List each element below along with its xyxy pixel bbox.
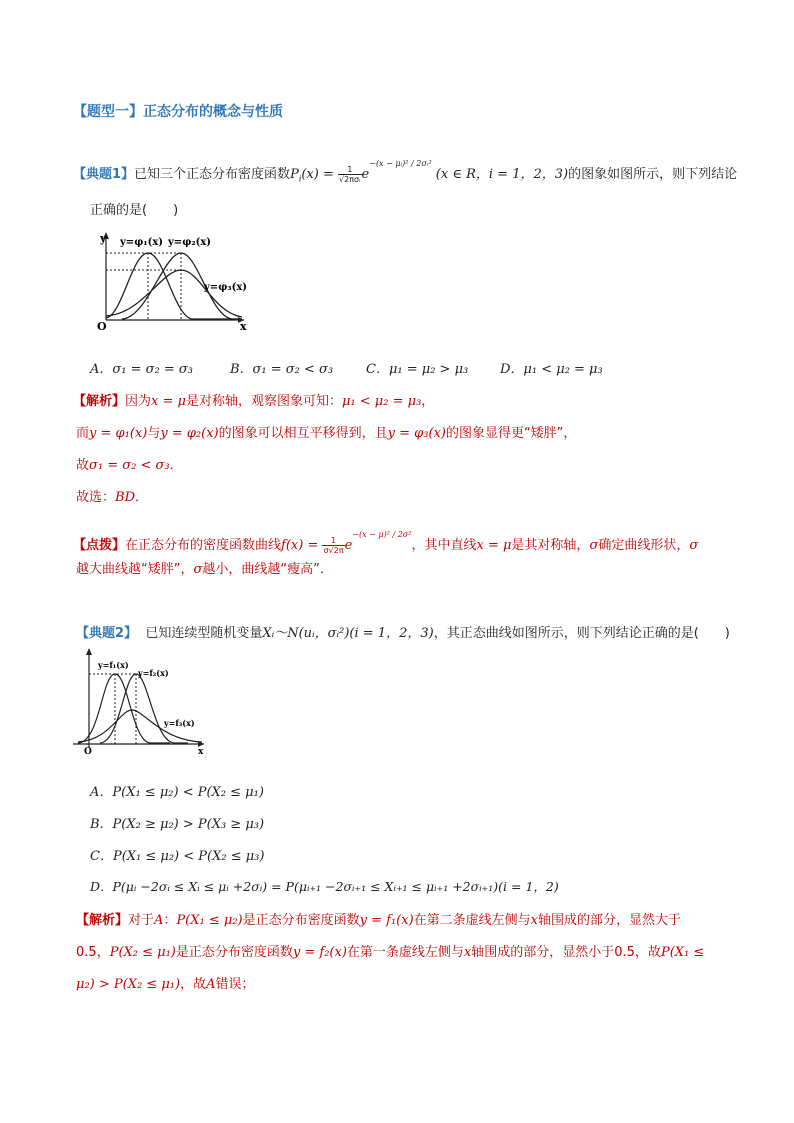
tip-exp-base: e <box>344 538 353 553</box>
analysis-math: y = f₂(x) <box>292 945 347 960</box>
tip-math: σ <box>689 538 699 553</box>
analysis-math: x <box>463 945 472 960</box>
tip-text: 越小，曲线越“瘦高”． <box>202 562 333 577</box>
analysis-text: 轴围成的部分，显然大于 <box>538 913 682 928</box>
example2-analysis-line1 <box>76 909 681 928</box>
graph2-origin-label: O <box>84 747 92 756</box>
answer-value: BD <box>115 490 135 505</box>
tip-math: σ <box>193 562 203 577</box>
analysis-text: ，故 <box>634 945 661 960</box>
example1-exp-base: e <box>361 167 370 182</box>
graph1-curve3-label: y=φ₃(x) <box>204 282 248 293</box>
analysis-text: 轴围成的部分，显然小于 <box>471 945 615 960</box>
example1-analysis-line3 <box>76 454 183 473</box>
answer-text: ． <box>135 490 149 505</box>
analysis-text: ： <box>163 913 177 928</box>
analysis-number: 0.5 <box>614 945 635 960</box>
analysis-text: 的图象可以相互平移得到，且 <box>218 426 388 441</box>
graph2-curve2-label: y=f₂(x) <box>138 668 169 678</box>
tip-text: 确定曲线形状， <box>598 538 690 553</box>
analysis-math: x = μ <box>151 394 186 409</box>
tip-math: σ <box>589 538 599 553</box>
tip-line2 <box>76 558 333 577</box>
analysis-math: y = f₁(x) <box>359 913 414 928</box>
example1-analysis-line2 <box>76 422 576 441</box>
example1-exponent: −(x − μᵢ)² / 2σᵢ² <box>369 159 432 168</box>
example2-option-c[interactable]: C．P(X₁ ≤ μ₂) < P(X₂ ≤ μ₃) <box>90 849 265 864</box>
analysis-text: ． <box>169 458 183 473</box>
analysis-text: 对于 <box>128 913 155 928</box>
fraction-numerator: 1 <box>322 536 344 546</box>
example1-stem <box>73 150 738 184</box>
analysis-math: P(X₁ ≤ μ₂) <box>176 913 243 928</box>
tip-tag: 【点拨】 <box>73 538 126 553</box>
example2-option-b[interactable]: B．P(X₂ ≥ μ₂) > P(X₃ ≥ μ₃) <box>90 817 265 832</box>
example1-tag: 【典题1】 <box>73 167 135 182</box>
example1-option-a[interactable]: A．σ₁ = σ₂ = σ₃ <box>90 362 193 377</box>
analysis-tag: 【解析】 <box>76 913 129 928</box>
analysis-number: 0.5 <box>76 945 97 960</box>
analysis-text: 与 <box>147 426 161 441</box>
analysis-text: 是正态分布密度函数 <box>242 913 360 928</box>
example1-func-arg: (x) = <box>301 167 334 182</box>
example1-domain: (x ∈ R，i = 1，2，3) <box>435 167 569 182</box>
graph1-x-label: x <box>240 320 247 332</box>
example1-graph <box>92 228 252 332</box>
example2-option-a[interactable]: A．P(X₁ ≤ μ₂) < P(X₂ ≤ μ₁) <box>90 785 264 800</box>
example2-var: Xᵢ～N(uᵢ，σᵢ²)(i = 1，2，3) <box>262 626 434 641</box>
analysis-math: y = φ₁(x) <box>89 426 148 441</box>
tip-text: 在正态分布的密度函数曲线 <box>125 538 282 553</box>
analysis-text: 在第一条虚线左侧与 <box>346 945 464 960</box>
analysis-text: 而 <box>76 426 90 441</box>
analysis-math: A <box>206 977 216 992</box>
fraction-denominator: √2πσᵢ <box>339 175 361 184</box>
analysis-math: σ₁ = σ₂ < σ₃ <box>89 458 170 473</box>
graph2-x-label: x <box>198 747 204 756</box>
graph1-origin-label: O <box>97 320 107 332</box>
graph1-y-label: y <box>100 232 107 245</box>
example2-analysis-line2 <box>76 941 704 960</box>
example1-option-c[interactable]: C．μ₁ = μ₂ > μ₃ <box>366 362 469 377</box>
analysis-math: y = φ₃(x) <box>387 426 446 441</box>
analysis-text: 是对称轴，观察图象可知： <box>185 394 342 409</box>
analysis-math: μ₁ < μ₂ = μ₃ <box>341 394 422 409</box>
example2-option-d[interactable]: D．P(μᵢ −2σᵢ ≤ Xᵢ ≤ μᵢ +2σᵢ) = P(μᵢ₊₁ −2σᵢ₊₁ ≤ Xᵢ₊₁ ≤ μᵢ₊₁ +2σᵢ₊₁)(i = 1，2) <box>90 879 559 894</box>
analysis-text: ， <box>96 945 110 960</box>
tip-func: f(x) = <box>281 538 319 553</box>
analysis-text: 在第二条虚线左侧与 <box>413 913 531 928</box>
example2-text-a: 已知连续型随机变量 <box>145 626 263 641</box>
example2-stem <box>76 622 730 641</box>
analysis-math: P(X₂ ≤ μ₁) <box>109 945 176 960</box>
graph2-curve3-label: y=f₃(x) <box>164 718 195 728</box>
example1-text-c: 正确的是( ) <box>90 203 179 218</box>
fraction-denominator: σ√2π <box>323 546 344 555</box>
analysis-math: y = φ₂(x) <box>160 426 219 441</box>
example1-answer <box>76 486 148 505</box>
analysis-text: 错误； <box>215 977 255 992</box>
example1-text-a: 已知三个正态分布密度函数 <box>134 167 291 182</box>
fraction-numerator: 1 <box>338 165 362 175</box>
example2-text-b: ，其正态曲线如图所示，则下列结论正确的是( ) <box>433 626 730 641</box>
analysis-text: 是正态分布密度函数 <box>175 945 293 960</box>
example2-tag: 【典题2】 <box>76 626 138 641</box>
analysis-tag: 【解析】 <box>73 394 126 409</box>
example1-option-b[interactable]: B．σ₁ = σ₂ < σ₃ <box>230 362 334 377</box>
tip-text: 是其对称轴， <box>511 538 590 553</box>
analysis-text: 的图象显得更“矮胖”， <box>445 426 577 441</box>
answer-label: 故选： <box>76 490 116 505</box>
example2-analysis-line3 <box>76 973 255 992</box>
tip-exponent: −(x − μ)² / 2σ² <box>352 530 412 539</box>
example1-option-d[interactable]: D．μ₁ < μ₂ = μ₃ <box>500 362 603 377</box>
analysis-math: μ₂) > P(X₂ ≤ μ₁) <box>76 977 181 992</box>
tip-text: ，其中直线 <box>411 538 477 553</box>
tip-fraction <box>322 536 344 555</box>
example2-graph <box>70 648 210 756</box>
analysis-text: ，故 <box>180 977 207 992</box>
analysis-math: A <box>154 913 164 928</box>
tip-math: x = μ <box>476 538 512 553</box>
example1-func-sub: i <box>298 174 302 184</box>
graph2-curve1-label: y=f₁(x) <box>98 660 129 670</box>
analysis-text: ， <box>421 394 435 409</box>
section-title: 【题型一】正态分布的概念与性质 <box>73 104 283 120</box>
tip-line1 <box>73 522 698 559</box>
graph1-curve2-label: y=φ₂(x) <box>168 237 212 248</box>
analysis-math: P(X₁ ≤ <box>660 945 705 960</box>
analysis-text: 故 <box>76 458 90 473</box>
analysis-math: x <box>530 913 538 928</box>
tip-text: 越大曲线越“矮胖”， <box>76 562 194 577</box>
example1-func-lhs: P <box>290 167 299 182</box>
example1-fraction <box>338 165 362 184</box>
analysis-text: 因为 <box>125 394 152 409</box>
example1-analysis-line1 <box>73 390 434 409</box>
graph1-curve1-label: y=φ₁(x) <box>120 237 164 248</box>
example1-text-b: 的图象如图所示，则下列结论 <box>568 167 738 182</box>
